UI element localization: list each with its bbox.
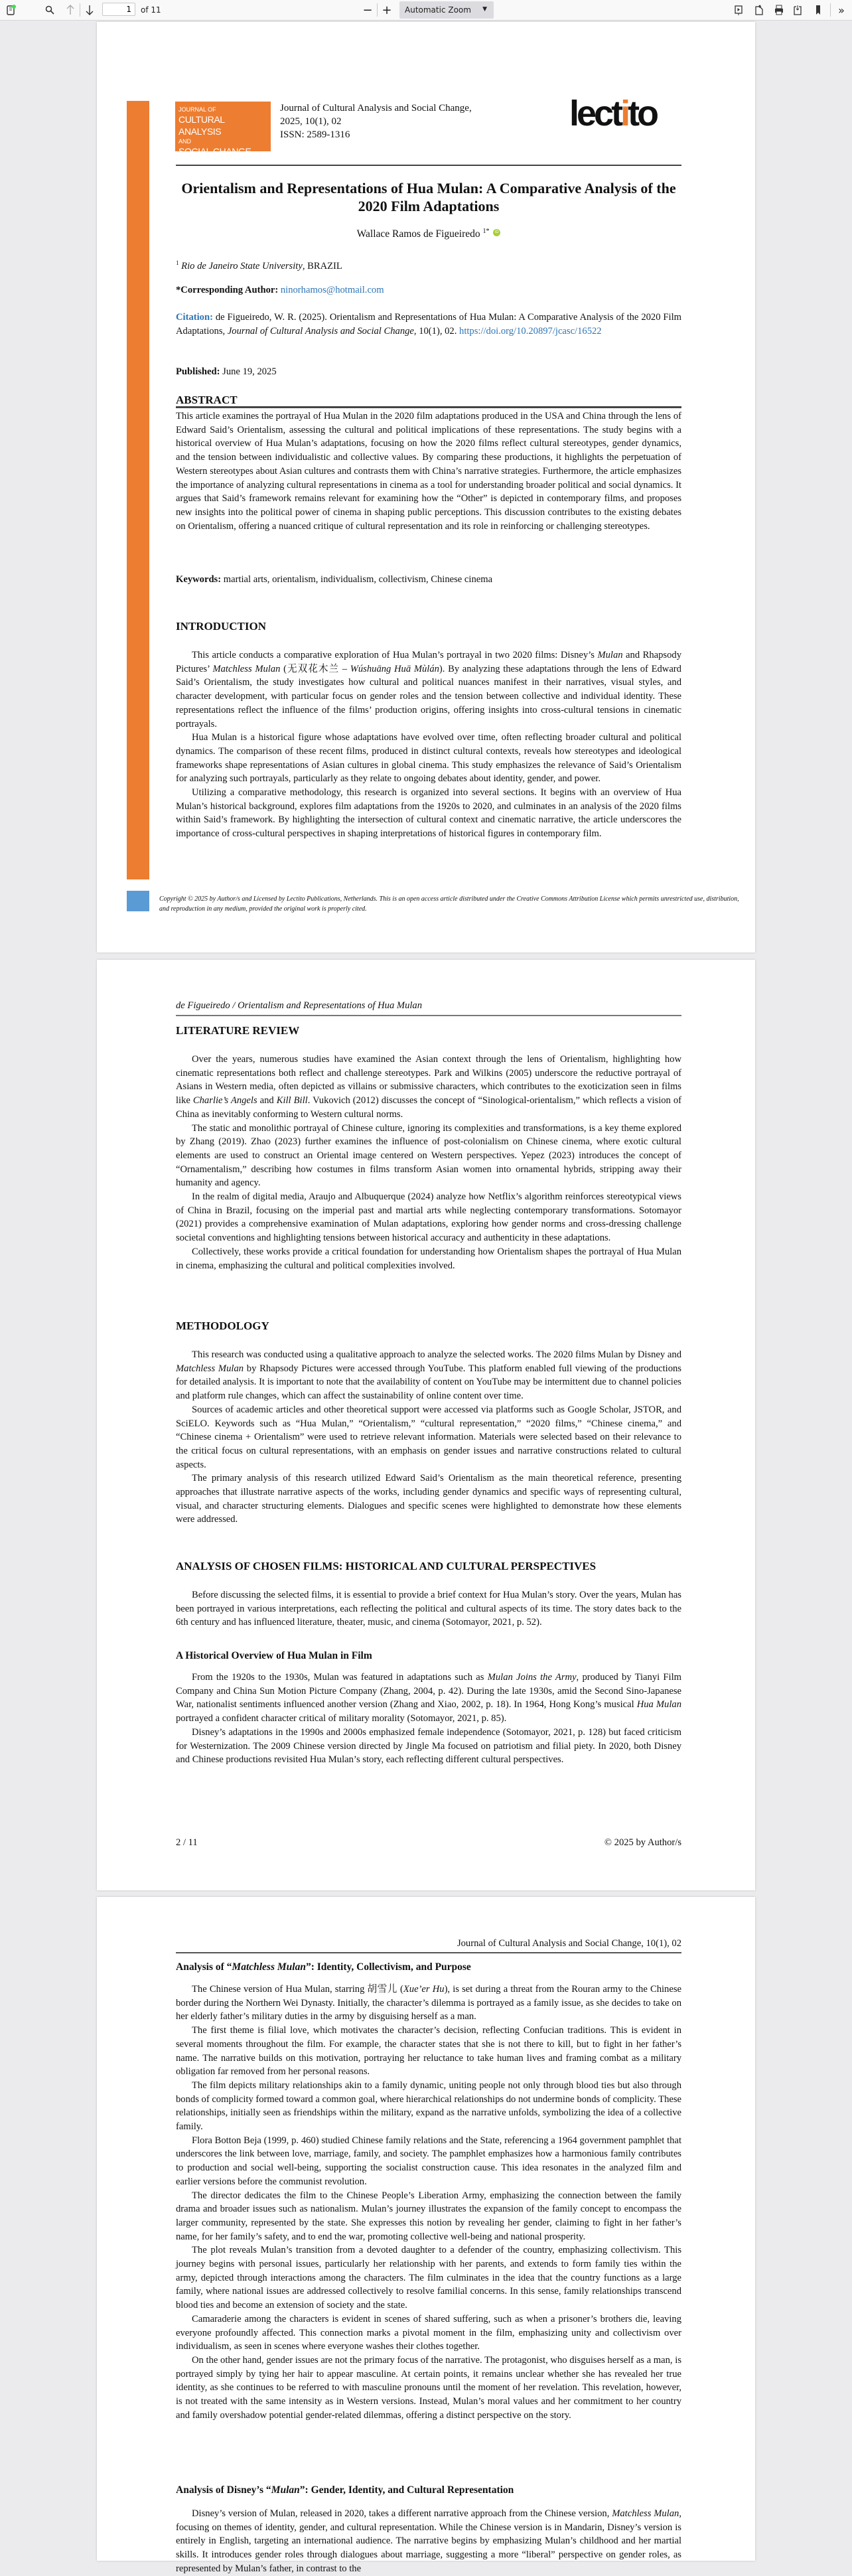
pdf-toolbar (0, 0, 852, 21)
next-page-button[interactable] (83, 0, 96, 20)
paper-title: Orientalism and Representations of Hua Mulan: A Comparative Analysis of the 2020 Film Adaptations (181, 180, 676, 214)
journal-volume: 2025, 10(1), 02 (280, 116, 342, 127)
introduction-heading: INTRODUCTION (176, 620, 267, 633)
italic-text: Wúshuāng Huā Mùlán (350, 663, 439, 674)
paragraph (176, 1245, 681, 1272)
sidebar-icon (7, 5, 16, 15)
literature-review-text (176, 1053, 681, 1272)
author-name: Wallace Ramos de Figueiredo (356, 228, 480, 240)
text-run: by Rhapsody Pictures were accessed through YouTube. This platform enabled full viewing of the productions for detailed analysis. It is important to note that the availability of content on YouTube may be intermittent due to channel policies and platform rule changes, which can affect the sustainability of online content over time. (176, 1363, 681, 1402)
italic-text: Journal of Cultural Analysis and Social Change (227, 325, 414, 337)
author-affiliation-mark: 1* (482, 228, 490, 235)
print-button[interactable] (773, 0, 785, 20)
license-icon (127, 891, 149, 911)
paragraph (176, 1348, 681, 1403)
zoom-out-button[interactable] (362, 0, 373, 20)
pdf-page-2 (97, 960, 755, 1890)
text-run: The director dedicates the film to the Chinese People’s Liberation Army, emphasizing the connection between the family drama and broader issues such as nationalism. Mulan’s journey illustrates the expansion of the family concept to encompass the larger community, represented by the state. She expresses this notion by revealing her gender, claiming to fight in her father’s name, for her family’s safety, and to end the war, promoting collective well-being and national prosperity. (176, 2190, 681, 2242)
label: *Corresponding Author: (176, 285, 281, 295)
text-run: Analysis of Disney’s “ (176, 2484, 271, 2496)
text-run: ), is set during a threat from the Rouran army to the Chinese border during the Northern Wei Dynasty. Initially, the character’s dilemma is portrayed as a family issue, as she decides to take on her elderly father’s military duties in the army by disguising herself as a man. (176, 1984, 681, 2022)
running-header: de Figueiredo / Orientalism and Representations of Hua Mulan (176, 1000, 423, 1011)
text-run: Collectively, these works provide a critical foundation for understanding how Orientalism shapes the portrayal of Hua Mulan in cinema, emphasizing the cultural and political complexities involved. (176, 1246, 681, 1271)
paragraph (176, 1588, 681, 1629)
text-run: The Chinese version of Hua Mulan, starring 胡雪儿 ( (192, 1984, 403, 1995)
affiliation (176, 256, 681, 273)
text-run: Before discussing the selected films, it is essential to provide a brief context for Hua Mulan’s story. Over the years, Mulan has been portrayed in various interpretations, each reflecting the political and cultural aspects of its time. The story dates back to the 6th century and has influenced literature, theater, music, and cinema (Sotomayor, 2021, p. 52). (176, 1590, 681, 1628)
citation-label: Citation: (176, 312, 213, 323)
label: Keywords: (176, 574, 222, 585)
chevron-down-icon: ▼ (482, 6, 487, 13)
zoom-in-button[interactable] (382, 0, 392, 20)
text-run: Sources of academic articles and other theoretical support were accessed via platforms such as Google Scholar, JSTOR, and SciELO. Keywords such as “Hua Mulan,” “Orientalism,” “cultural representation,” “2020 films,” “Chinese cinema,” and “Chinese cinema + Orientalism” were used to retrieve relevant information. Materials were selected based on their relevance to the critical focus on cultural representations, with an emphasis on gender issues and narrative constructions related to cultural aspects. (176, 1404, 681, 1470)
text-run: Analysis of “ (176, 1961, 232, 1973)
header-rule (176, 1015, 681, 1016)
text-run: portrayed a confident character critical of military morality (Sotomayor, 2021, p. 85). (176, 1713, 507, 1724)
search-icon (45, 5, 54, 15)
journal-info (280, 102, 472, 141)
arrow-down-icon (86, 5, 94, 15)
italic-text: Mulan Joins the Army (487, 1672, 577, 1683)
italic-text: Matchless Mulan (612, 2508, 679, 2519)
text-run: (无双花木兰 – (280, 663, 350, 674)
journal-logo-line: AND (178, 138, 192, 145)
open-file-button[interactable] (753, 0, 765, 20)
superscript: 1 (176, 260, 179, 266)
orcid-icon[interactable]: iD (493, 229, 500, 236)
label: Published: (176, 366, 220, 377)
text-run: Hua Mulan is a historical figure whose adaptations have evolved over time, often reflecting broader cultural and political dynamics. The comparison of these recent films, produced in distinct cultural contexts, reveals how stereotypes and ideological frameworks shape representations of Asian cultures in global cinema. This study emphasizes the relevance of Said’s Orientalism for analyzing such portrayals, particularly as they relate to ongoing debates about identity, gender, and power. (176, 732, 681, 785)
text-run: , produced by Tianyi Film Company and China Sun Motion Picture Company (Zhang, 2004, p. 42). During the late 1930s, amid the Second Sino-Japanese War, nationalist sentiments influenced another version (Zhang and Xiao, 2002, p. 18). In 1964, Hong Kong’s musical (176, 1672, 682, 1710)
paragraph (176, 1190, 681, 1245)
italic-text: Matchless Mulan (212, 663, 281, 674)
link[interactable]: ninorhamos@hotmail.com (280, 285, 384, 295)
double-chevron-right-icon: » (838, 3, 845, 17)
text-run: The static and monolithic portrayal of Chinese culture, ignoring its complexities and transformations, is a key theme explored by Zhang (2019). Zhao (2023) further examines the influence of post-colonialism on Chinese cinema, where exotic cultural elements are used to construct an Oriental image centered on Western perspectives. Yepez (2023) introduces the concept of “Ornamentalism,” describing how costumes in films transform Asian women into ornamental hybrids, stripping away their humanity and agency. (176, 1122, 681, 1189)
paragraph (176, 648, 681, 731)
paragraph (176, 410, 681, 533)
page-count-label: of 11 (141, 5, 161, 15)
journal-logo-line: SOCIAL CHANGE (178, 146, 251, 157)
text-run: martial arts, orientalism, individualism, collectivism, Chinese cinema (221, 574, 493, 585)
running-header: Journal of Cultural Analysis and Social Change, 10(1), 02 (457, 1938, 681, 1949)
text-run: , BRAZIL (302, 260, 342, 271)
paragraph (176, 1403, 681, 1472)
arrow-up-icon (66, 5, 74, 15)
presentation-mode-button[interactable] (733, 0, 745, 20)
divider (830, 3, 831, 17)
zoom-select-value: Automatic Zoom (405, 5, 471, 15)
keywords (176, 573, 681, 587)
text-run: ”: Gender, Identity, and Cultural Representation (299, 2484, 514, 2496)
text-run: Disney’s version of Mulan, released in 2020, takes a different narrative approach from the Chinese version, (192, 2508, 612, 2519)
text-run: In the realm of digital media, Araujo and Albuquerque (2024) analyze how Netflix’s algorithm reinforces stereotypical views of China in Brazil, focusing on the imperial past and martial arts while neglecting contemporary transformations. Sotomayor (2021) provides a comprehensive examination of Mulan adaptations, exploring how gender norms and cross-dressing challenge societal conventions and highlighting tensions between historical accuracy and authenticity in these adaptations. (176, 1191, 681, 1244)
historical-overview-text (176, 1671, 681, 1767)
historical-overview-heading: A Historical Overview of Hua Mulan in Film (176, 1650, 372, 1661)
text-run: Flora Botton Beja (1999, p. 460) studied Chinese family relations and the State, referencing a 1964 government pamphlet that underscores the link between love, marriage, family, and society. The pamphlet emphasizes how a harmonious family contributes to production and social well-being, supporting the socialist construction cause. This idea resonates in the analyzed film and earlier versions before the communist revolution. (176, 2135, 681, 2187)
analysis-heading: ANALYSIS OF CHOSEN FILMS: HISTORICAL AND CULTURAL PERSPECTIVES (176, 1560, 597, 1572)
text-run: The first theme is filial love, which motivates the character’s decision, reflecting Confucian traditions. This is evident in several moments throughout the film. For example, the character states that she is not there to kill, but to fight in her father’s name. The narrative builds on this motivation, portraying her reluctance to take human lives and framing combat as a military obligation far removed from her personal reasons. (176, 2025, 681, 2078)
corresponding-author (176, 283, 681, 297)
methodology-heading: METHODOLOGY (176, 1320, 269, 1332)
paragraph (176, 2243, 681, 2312)
text-run: This article examines the portrayal of Hua Mulan in the 2020 film adaptations produced in the USA and China through the lens of Edward Said’s Orientalism, assessing the cultural and political implications of these representations. The study begins with a historical overview of Hua Mulan’s adaptations, focusing on how the 2020 films reflect cultural stereotypes, gender dynamics, and the tension between individualistic and collective values. By comparing these productions, it highlights the perpetuation of Western stereotypes about Asian cultures and contrasts them with China’s narrative strategies. Furthermore, the article emphasizes the importance of analyzing cultural representations in cinema as a tool for understanding broader political and social dynamics. It argues that Said’s framework remains relevant for examining how the “Other” is depicted in contemporary films, and proposes new insights into the political power of cinema in shaping public perceptions. This discussion contributes to the existing debates on Orientalism, offering a nuanced critique of cultural representation and its role in reinforcing or challenging stereotypes. (176, 411, 681, 532)
paragraph (176, 1472, 681, 1527)
copyright-notice: Copyright © 2025 by Author/s and Licensed by Lectito Publications, Netherlands. This is an open access article distributed under the Creative Commons Attribution License which permits unrestricted use, distribution, and reproduction in any medium, provided the original work is properly cited. (159, 895, 739, 913)
introduction-text (176, 648, 681, 841)
text-run: , focusing on themes of identity, gender, and cultural representation. While the Chinese version is in Mandarin, Disney’s version is entirely in English, targeting an international audience. The narrative begins by emphasizing Mulan’s childhood and her martial skills. It introduces gender roles through dialogues about marriage, suggesting a more “liberal” perspective on gender roles, as represented by Mulan’s father, in contrast to the (176, 2508, 681, 2574)
text-run: The plot reveals Mulan’s transition from a devoted daughter to a defender of the country, emphasizing collectivism. This journey begins with personal issues, particularly her relationship with her parents, and extends to form family ties within the army, depicted through interactions among the characters. The film culminates in the idea that the country functions as a large family, where national issues are addressed collectively to resolve familial concerns. In this sense, family relationships transcend blood ties and become an extension of society and the state. (176, 2245, 681, 2311)
italic-text: Kill Bill (276, 1095, 308, 1106)
text-run: The film depicts military relationships akin to a family dynamic, uniting people not only through blood ties but also through bonds of complicity formed toward a common goal, where hierarchical relationships do not undermine bonds of complicity. These relationships, initially seen as friendships within the military, expand as the narrative unfolds, symbolizing the idea of a collective family. (176, 2080, 681, 2133)
bookmark-icon (816, 5, 821, 15)
methodology-text (176, 1348, 681, 1527)
paragraph (176, 1053, 681, 1122)
paragraph (176, 1671, 681, 1726)
paragraph (176, 2189, 681, 2244)
matchless-mulan-heading (176, 1961, 681, 1974)
header-rule (176, 165, 681, 166)
paragraph (176, 731, 681, 786)
paragraph (176, 2312, 681, 2354)
text-run: June 19, 2025 (220, 366, 277, 377)
paragraph (176, 1726, 681, 1767)
text-run: Utilizing a comparative methodology, this research is organized into several sections. It begins with an overview of Hua Mulan’s historical background, explores film adaptations from the 1920s to 2020, and culminates in an analysis of the 2020 films within Said’s framework. By highlighting the intersection of cultural context and cinematic narrative, the article underscores the importance of cross-cultural perspectives in shaping interpretations of historical figures in contemporary film. (176, 787, 681, 840)
journal-name: Journal of Cultural Analysis and Social Change, (280, 103, 472, 114)
page-number-input[interactable] (102, 3, 135, 16)
presentation-icon (735, 5, 743, 15)
literature-review-heading: LITERATURE REVIEW (176, 1024, 300, 1037)
paragraph (176, 2354, 681, 2423)
zoom-select[interactable] (399, 1, 494, 19)
disney-mulan-text (176, 2507, 681, 2576)
text-run: From the 1920s to the 1930s, Mulan was featured in adaptations such as (192, 1672, 488, 1683)
italic-text: Hua Mulan (636, 1699, 682, 1710)
paragraph (176, 2134, 681, 2189)
text-run: This article conducts a comparative exploration of Hua Mulan’s portrayal in two 2020 films: Disney’s (192, 650, 598, 660)
paragraph (176, 2079, 681, 2134)
text-run: On the other hand, gender issues are not the primary focus of the narrative. The protagonist, who disguises herself as a man, is portrayed simply by tying her hair to appear masculine. At certain points, it remains unclear whether she has revealed her true identity, as she continues to be referred to with masculine pronouns until the moment of her revelation. This revelation, however, is not treated with the same intensity as in Western versions. Instead, Mulan’s moral values and her commitment to her country and family overshadow potential gender-related dilemmas, offering a distinct perspective on the story. (176, 2354, 681, 2421)
text-run: . Vukovich (2012) discusses the concept of “Sinological-orientalism,” which reflects a vision of China as inevitably conforming to Western cultural norms. (176, 1095, 682, 1120)
tools-menu-button[interactable] (835, 0, 848, 20)
analysis-text (176, 1588, 681, 1629)
page-number-footer: 2 / 11 (176, 1837, 198, 1848)
bookmark-button[interactable] (812, 0, 824, 20)
copyright-footer: © 2025 by Author/s (604, 1837, 681, 1848)
save-button[interactable] (792, 0, 804, 20)
journal-logo-line: JOURNAL OF (178, 106, 216, 113)
divider (377, 3, 378, 17)
italic-text: Matchless Mulan (176, 1363, 244, 1374)
text-run: and (257, 1095, 277, 1106)
journal-logo-line: CULTURAL ANALYSIS (178, 114, 225, 137)
published-date (176, 365, 681, 379)
paragraph (176, 2507, 681, 2576)
abstract-heading: ABSTRACT (176, 394, 238, 406)
paragraph (176, 1122, 681, 1191)
text-run: and Rhapsody Pictures’ (176, 650, 681, 674)
author-line (176, 228, 681, 240)
header-rule (176, 1952, 681, 1953)
pdf-page-1 (97, 22, 755, 952)
italic-text: Charlie’s Angels (192, 1095, 257, 1106)
journal-issn: ISSN: 2589-1316 (280, 129, 350, 140)
publisher-logo: lectito (569, 94, 657, 133)
text-run: The primary analysis of this research utilized Edward Said’s Orientalism as the main theoretical reference, presenting approaches that illustrate narrative aspects of the works, including gender dynamics and specific ways of representing cultural, visual, and character structuring elements. Dialogues and specific scenes were highlighted to demonstrate how these elements were addressed. (176, 1473, 681, 1525)
disney-mulan-heading (176, 2484, 681, 2497)
plus-icon: + (382, 3, 392, 17)
download-icon (794, 5, 802, 15)
journal-logo (175, 102, 271, 157)
text-run: ). By analyzing these adaptations through the lens of Edward Said’s Orientalism, the study investigates how cultural and political nuances manifest in their narratives, visual styles, and character development, with particular focus on gender roles and the tension between collective and individual identity. These representations reflect the influence of the films’ production origins, offering insights into cross-cultural tensions in cinematic portrayals. (176, 663, 681, 729)
text-run: de Figueiredo, W. R. (2025). Orientalism and Representations of Hua Mulan: A Comparative Analysis of the 2020 Film Adaptations, (176, 312, 681, 337)
italic-text: Rio de Janeiro State University (181, 260, 303, 271)
link[interactable]: https://doi.org/10.20897/jcasc/16522 (459, 325, 602, 337)
pdf-page-3 (97, 1897, 755, 2574)
find-button[interactable] (42, 0, 57, 20)
text-run: Camaraderie among the characters is evident in scenes of shared suffering, such as when a prisoner’s brothers die, leaving everyone profoundly affected. This connection marks a pivotal moment in the film, emphasizing unity and collectivism over individualism, as seen in scenes where everyone washes their clothes together. (176, 2313, 681, 2352)
italic-text: Mulan (597, 650, 623, 660)
italic-text: Matchless Mulan (232, 1961, 306, 1973)
text-run: Over the years, numerous studies have examined the Asian context through the lens of Orientalism, highlighting how cinematic representations both reflect and challenge stereotypes. Park and Wilkins (2005) underscore the reductive portrayal of Asians in Western media, often depicted as villains or submissive characters, which contributes to the exoticization seen in films like (176, 1054, 681, 1106)
matchless-mulan-text (176, 1983, 681, 2423)
abstract-text (176, 410, 681, 533)
citation (176, 311, 681, 338)
open-file-icon (755, 5, 763, 15)
text-run: Disney’s adaptations in the 1990s and 2000s emphasized female independence (Sotomayor, 2021, p. 128) but faced criticism for Westernization. The 2009 Chinese version directed by Jingle Ma focused on patriotism and filial piety. In 2020, both Disney and Chinese productions revisited Hua Mulan’s story, each reflecting different cultural perspectives. (176, 1726, 681, 1766)
previous-page-button[interactable] (64, 0, 77, 20)
paragraph (176, 786, 681, 841)
minus-icon: − (362, 3, 373, 17)
text-run: , 10(1), 02. (413, 325, 460, 337)
paragraph (176, 2024, 681, 2079)
italic-text: Xue’er Hu (403, 1984, 445, 1995)
text-run: ”: Identity, Collectivism, and Purpose (305, 1961, 471, 1973)
italic-text: Mulan (271, 2484, 300, 2496)
printer-icon (774, 5, 784, 15)
text-run: This research was conducted using a qualitative approach to analyze the selected works. The 2020 films Mulan by Disney and (192, 1349, 681, 1360)
paragraph (176, 1983, 681, 2024)
abstract-rule (176, 406, 681, 408)
sidebar-toggle-button[interactable] (4, 0, 19, 20)
decorative-side-bar (127, 101, 149, 879)
